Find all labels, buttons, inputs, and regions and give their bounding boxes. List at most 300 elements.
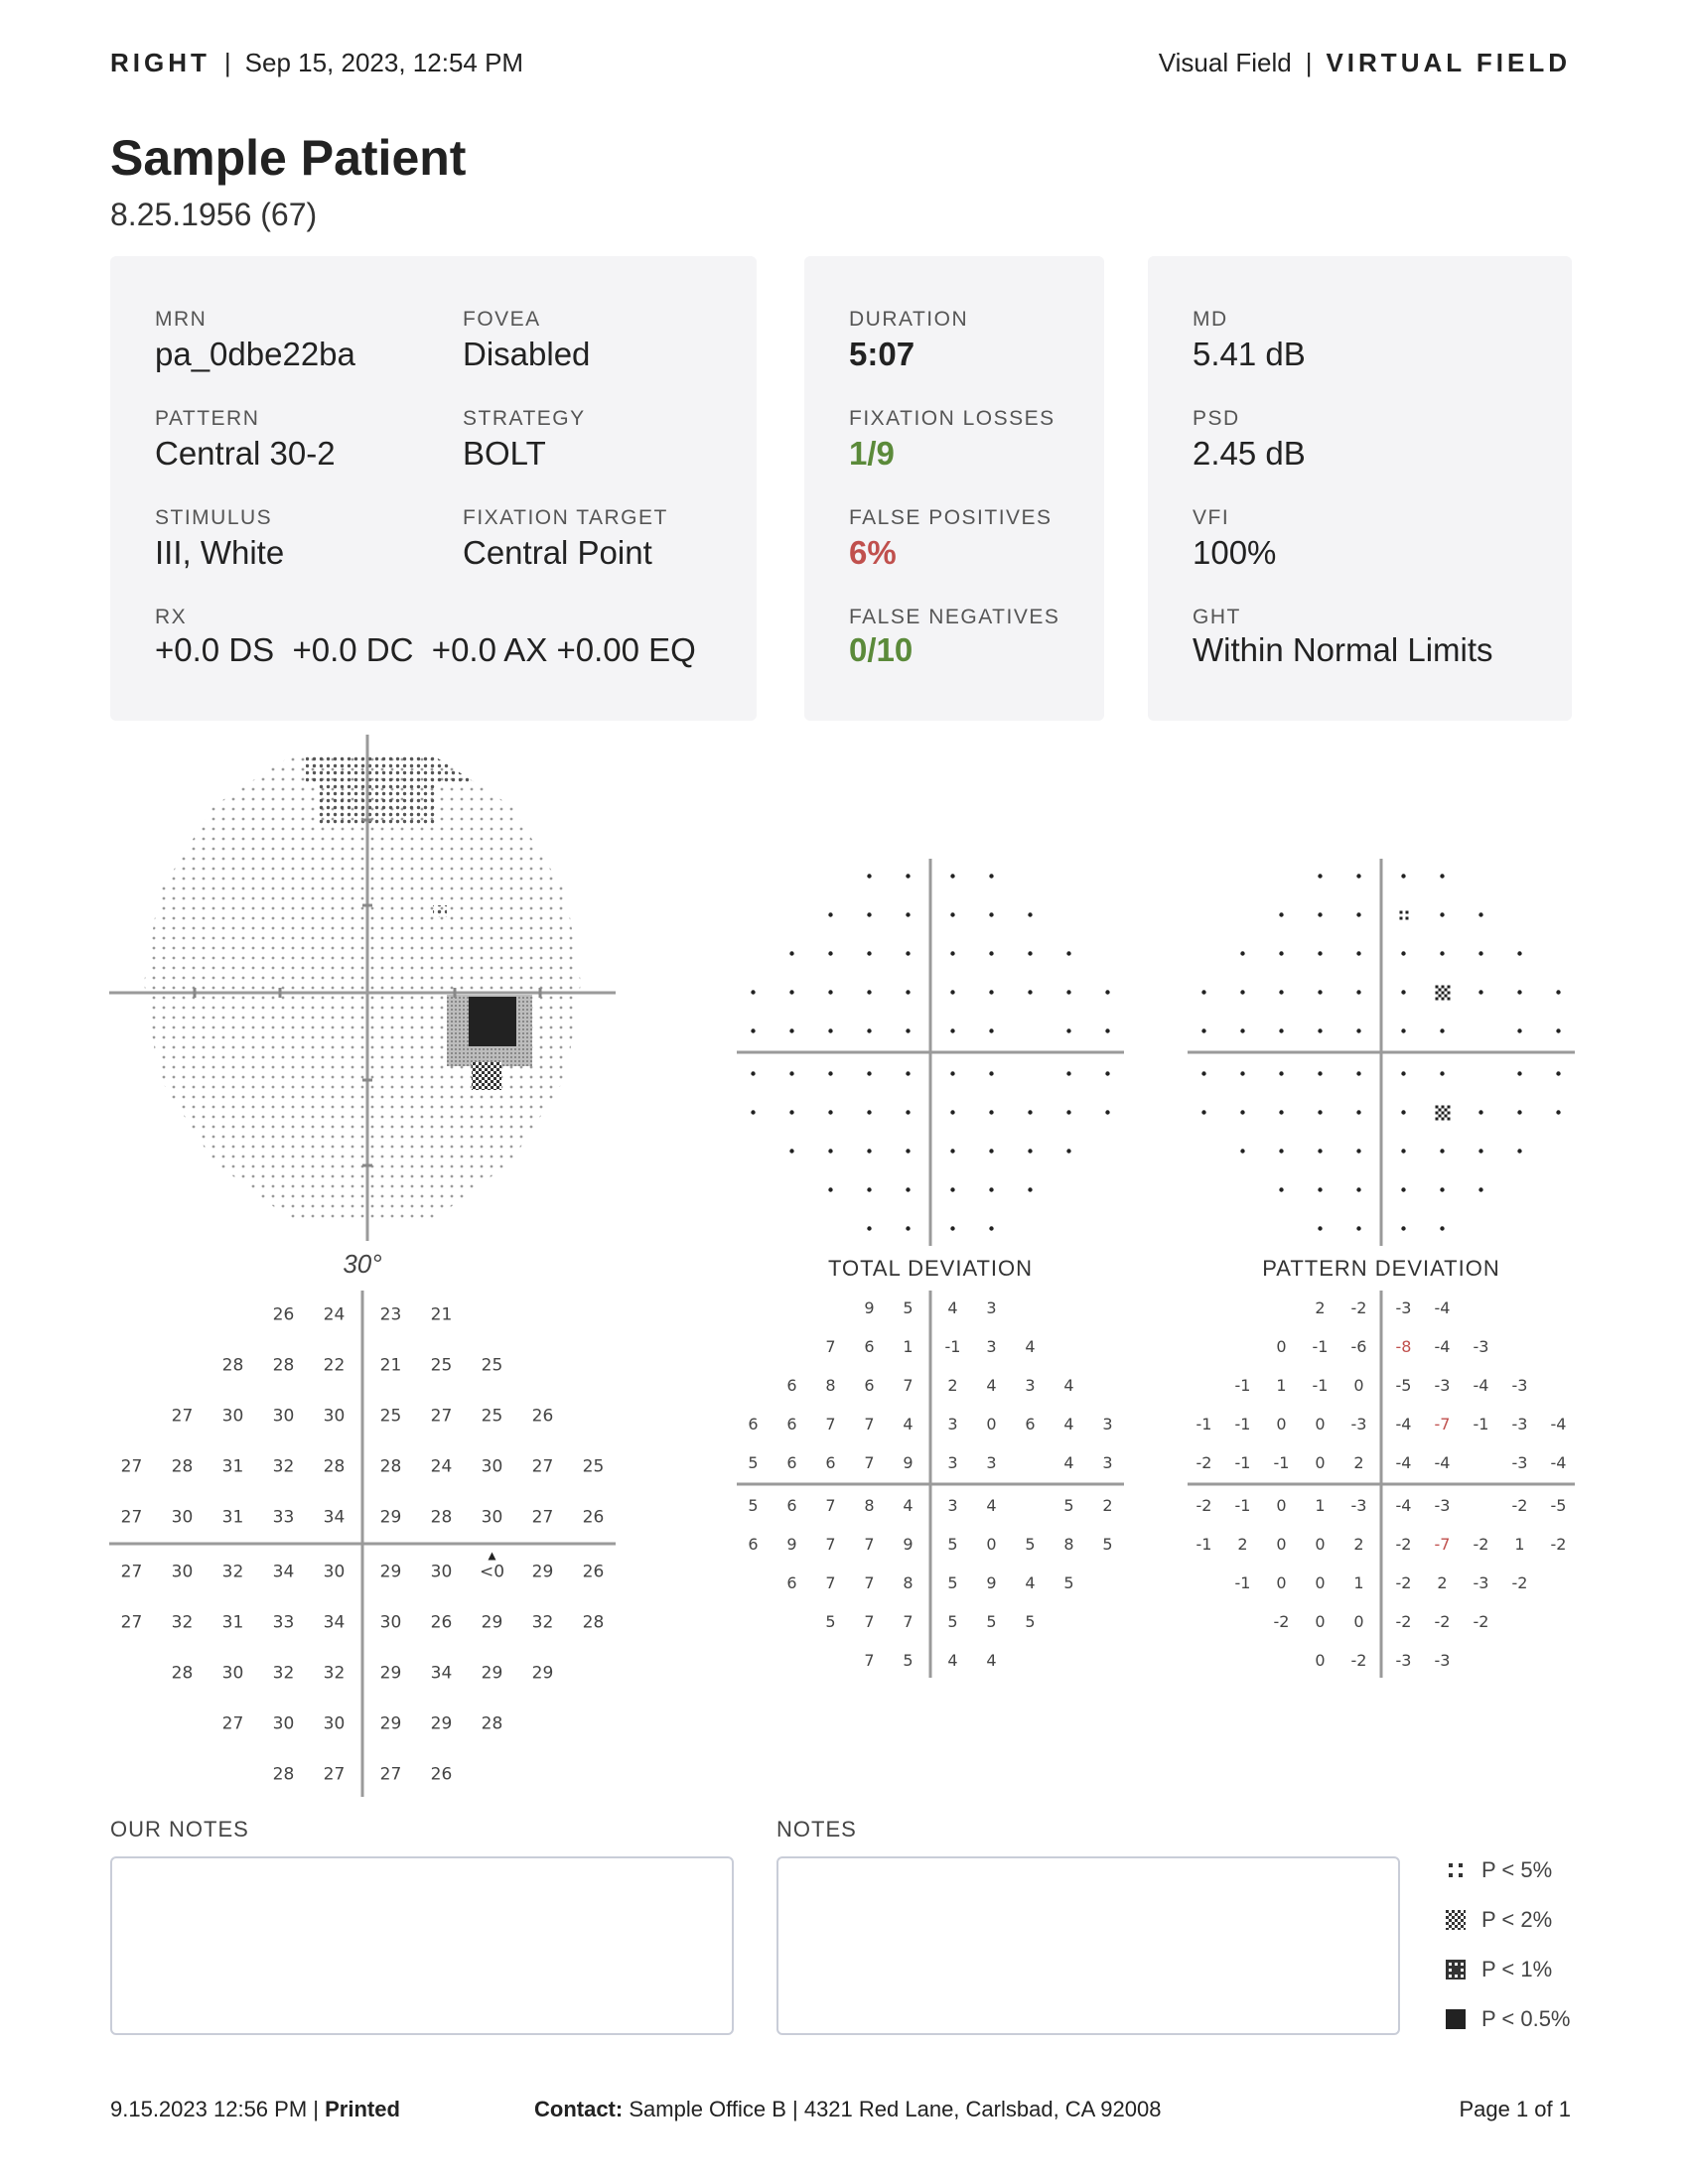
value-cell: 28 bbox=[171, 1663, 194, 1684]
normal-point bbox=[1356, 912, 1360, 916]
global-indices-card bbox=[1148, 256, 1572, 721]
value-cell: 4 bbox=[986, 1651, 997, 1671]
normal-point bbox=[1028, 990, 1032, 994]
value-cell: 31 bbox=[221, 1456, 244, 1477]
normal-point bbox=[1279, 1110, 1283, 1114]
value-cell: 25 bbox=[582, 1456, 605, 1477]
value-cell: 4 bbox=[1063, 1415, 1074, 1434]
normal-point bbox=[1517, 990, 1521, 994]
normal-point bbox=[867, 1028, 871, 1032]
value-cell: 1 bbox=[1514, 1535, 1525, 1555]
normal-point bbox=[1105, 1028, 1109, 1032]
normal-point bbox=[1517, 1071, 1521, 1075]
normal-point bbox=[867, 990, 871, 994]
value-cell: 26 bbox=[582, 1562, 605, 1582]
value-cell: -3 bbox=[1511, 1453, 1528, 1473]
value-cell: 2 bbox=[1315, 1298, 1326, 1318]
footer-printed: 9.15.2023 12:56 PM | Printed bbox=[110, 2097, 400, 2121]
normal-point bbox=[828, 912, 832, 916]
normal-point bbox=[1240, 1149, 1244, 1153]
value-cell: 7 bbox=[825, 1415, 836, 1434]
value-cell: -4 bbox=[1473, 1376, 1489, 1396]
normal-point bbox=[1517, 951, 1521, 955]
normal-point bbox=[1201, 1028, 1205, 1032]
normal-point bbox=[1356, 874, 1360, 878]
value-cell: 8 bbox=[825, 1376, 836, 1396]
value-cell: 24 bbox=[430, 1456, 453, 1477]
value-cell: 34 bbox=[323, 1612, 346, 1633]
eye-label: RIGHT bbox=[110, 48, 211, 77]
normal-point bbox=[906, 1187, 910, 1191]
report-header-left bbox=[110, 48, 523, 78]
normal-point bbox=[989, 951, 993, 955]
legend-item-p2 bbox=[1446, 1906, 1552, 1934]
normal-point bbox=[1478, 1187, 1482, 1191]
value-cell: -3 bbox=[1511, 1415, 1528, 1434]
value-cell: 29 bbox=[531, 1562, 554, 1582]
normal-point bbox=[950, 951, 954, 955]
normal-point bbox=[1401, 951, 1405, 955]
value-cell: -4 bbox=[1550, 1453, 1567, 1473]
grayscale-region-superior-2 bbox=[318, 784, 437, 826]
value-cell: 24 bbox=[323, 1304, 346, 1325]
grayscale-scale-label: 30° bbox=[343, 1249, 382, 1279]
normal-point bbox=[906, 1149, 910, 1153]
value-cell: 8 bbox=[864, 1496, 875, 1516]
value-cell: 6 bbox=[786, 1496, 797, 1516]
value-cell: 30 bbox=[323, 1562, 346, 1582]
value-cell: 7 bbox=[903, 1612, 914, 1632]
value-cell: 0 bbox=[1315, 1415, 1326, 1434]
value-cell: 5 bbox=[947, 1612, 958, 1632]
normal-point bbox=[1028, 912, 1032, 916]
value-cell: 7 bbox=[825, 1337, 836, 1357]
normal-point bbox=[1318, 1110, 1322, 1114]
normal-point bbox=[789, 1028, 793, 1032]
value-cell: 6 bbox=[1025, 1415, 1036, 1434]
value-cell: -6 bbox=[1350, 1337, 1367, 1357]
normal-point bbox=[789, 990, 793, 994]
value-cell: 28 bbox=[379, 1456, 402, 1477]
value-cell: 26 bbox=[531, 1406, 554, 1427]
value-cell: -4 bbox=[1434, 1337, 1451, 1357]
stimulus-label: STIMULUS bbox=[155, 506, 273, 529]
value-cell: 30 bbox=[171, 1562, 194, 1582]
value-cell: 30 bbox=[272, 1406, 295, 1427]
value-cell: 5 bbox=[748, 1453, 759, 1473]
value-cell: 6 bbox=[786, 1453, 797, 1473]
psd-value: 2.45 dB bbox=[1193, 435, 1306, 472]
value-cell: 32 bbox=[171, 1612, 194, 1633]
normal-point bbox=[789, 1110, 793, 1114]
value-cell: 30 bbox=[379, 1612, 402, 1633]
printed-label: Printed bbox=[325, 2097, 400, 2121]
legend-label: P < 2% bbox=[1481, 1907, 1553, 1932]
value-cell: 31 bbox=[221, 1612, 244, 1633]
value-cell: 5 bbox=[1102, 1535, 1113, 1555]
contact-value: Sample Office B | 4321 Red Lane, Carlsbad, CA 92008 bbox=[629, 2097, 1162, 2121]
normal-point bbox=[1028, 1110, 1032, 1114]
normal-point bbox=[828, 1028, 832, 1032]
value-cell: 28 bbox=[430, 1507, 453, 1528]
value-cell: 2 bbox=[1237, 1535, 1248, 1555]
footer-contact bbox=[534, 2097, 1161, 2122]
normal-point bbox=[1401, 990, 1405, 994]
value-cell: -1 bbox=[1196, 1415, 1212, 1434]
normal-point bbox=[989, 1110, 993, 1114]
normal-point bbox=[1478, 990, 1482, 994]
value-cell: 9 bbox=[903, 1535, 914, 1555]
value-cell: 0 bbox=[1315, 1453, 1326, 1473]
false-positives-value: 6% bbox=[849, 534, 897, 571]
value-cell: 26 bbox=[272, 1304, 295, 1325]
value-cell: 5 bbox=[1063, 1573, 1074, 1593]
value-cell: 1 bbox=[1315, 1496, 1326, 1516]
normal-point bbox=[1401, 874, 1405, 878]
normal-point bbox=[828, 1071, 832, 1075]
normal-point bbox=[1401, 1226, 1405, 1230]
value-cell: 30 bbox=[221, 1406, 244, 1427]
normal-point bbox=[1279, 990, 1283, 994]
value-cell: 30 bbox=[323, 1713, 346, 1734]
header-separator: | bbox=[1305, 48, 1313, 77]
normal-point bbox=[950, 990, 954, 994]
normal-point bbox=[1401, 1028, 1405, 1032]
value-cell: -4 bbox=[1395, 1453, 1412, 1473]
normal-point bbox=[1440, 1226, 1444, 1230]
value-cell: 3 bbox=[947, 1415, 958, 1434]
normal-point bbox=[1356, 1071, 1360, 1075]
value-cell: 1 bbox=[1276, 1376, 1287, 1396]
normal-point bbox=[1105, 1110, 1109, 1114]
value-cell: -1 bbox=[1312, 1376, 1329, 1396]
value-cell: 7 bbox=[864, 1573, 875, 1593]
pattern-deviation-title: PATTERN DEVIATION bbox=[1262, 1256, 1500, 1281]
normal-point bbox=[1356, 1226, 1360, 1230]
value-cell: -2 bbox=[1473, 1612, 1489, 1632]
value-cell: 29 bbox=[531, 1663, 554, 1684]
value-cell: -5 bbox=[1550, 1496, 1567, 1516]
normal-point bbox=[828, 951, 832, 955]
value-cell: 27 bbox=[171, 1406, 194, 1427]
value-cell: 7 bbox=[864, 1612, 875, 1632]
value-cell: 3 bbox=[1025, 1376, 1036, 1396]
value-cell: 0 bbox=[1276, 1337, 1287, 1357]
normal-point bbox=[950, 1028, 954, 1032]
fovea-label: FOVEA bbox=[463, 308, 541, 331]
normal-point bbox=[1201, 1071, 1205, 1075]
total-deviation-probability-plot bbox=[737, 859, 1124, 1246]
normal-point bbox=[950, 1071, 954, 1075]
value-cell: -3 bbox=[1434, 1651, 1451, 1671]
normal-point bbox=[1478, 912, 1482, 916]
normal-point bbox=[1517, 1149, 1521, 1153]
value-cell: 28 bbox=[272, 1355, 295, 1376]
value-cell: 3 bbox=[986, 1453, 997, 1473]
notes-box[interactable] bbox=[776, 1856, 1400, 2035]
normal-point bbox=[1440, 1028, 1444, 1032]
legend-item-p05 bbox=[1446, 2005, 1571, 2033]
false-positives-label: FALSE POSITIVES bbox=[849, 506, 1053, 529]
value-cell: 34 bbox=[323, 1507, 346, 1528]
value-cell: 33 bbox=[272, 1612, 295, 1633]
normal-point bbox=[950, 1187, 954, 1191]
blind-spot-marker: ▲ bbox=[485, 1548, 499, 1564]
normal-point bbox=[1318, 951, 1322, 955]
value-cell: -2 bbox=[1395, 1573, 1412, 1593]
value-cell: -2 bbox=[1434, 1612, 1451, 1632]
normal-point bbox=[1440, 1071, 1444, 1075]
pattern-label: PATTERN bbox=[155, 407, 260, 430]
normal-point bbox=[828, 1149, 832, 1153]
value-cell: -4 bbox=[1550, 1415, 1567, 1434]
normal-point bbox=[1401, 1149, 1405, 1153]
normal-point bbox=[906, 1028, 910, 1032]
normal-point bbox=[1240, 1071, 1244, 1075]
value-cell: 25 bbox=[430, 1355, 453, 1376]
normal-point bbox=[1279, 912, 1283, 916]
value-cell: 34 bbox=[430, 1663, 453, 1684]
fixation-losses-label: FIXATION LOSSES bbox=[849, 407, 1055, 430]
pattern-deviation-probability-plot bbox=[1188, 859, 1575, 1246]
normal-point bbox=[950, 874, 954, 878]
normal-point bbox=[950, 1149, 954, 1153]
value-cell: -2 bbox=[1196, 1453, 1212, 1473]
value-cell: 5 bbox=[748, 1496, 759, 1516]
value-cell: 0 bbox=[1315, 1612, 1326, 1632]
ght-value: Within Normal Limits bbox=[1193, 631, 1493, 668]
our-notes-box[interactable] bbox=[110, 1856, 734, 2035]
legend-item-p1 bbox=[1446, 1956, 1552, 1983]
value-cell: 5 bbox=[903, 1298, 914, 1318]
ght-label: GHT bbox=[1193, 606, 1241, 628]
false-negatives-label: FALSE NEGATIVES bbox=[849, 606, 1060, 628]
rx-value: +0.0 DS +0.0 DC +0.0 AX +0.00 EQ bbox=[155, 631, 696, 668]
legend-label: P < 1% bbox=[1481, 1957, 1553, 1981]
normal-point bbox=[906, 1226, 910, 1230]
value-cell: 21 bbox=[430, 1304, 453, 1325]
test-info-card bbox=[110, 256, 757, 721]
value-cell: 0 bbox=[1315, 1535, 1326, 1555]
normal-point bbox=[1318, 1226, 1322, 1230]
value-cell: 30 bbox=[481, 1456, 503, 1477]
normal-point bbox=[989, 874, 993, 878]
normal-point bbox=[1318, 1187, 1322, 1191]
value-cell: 4 bbox=[903, 1496, 914, 1516]
legend-item-p5 bbox=[1446, 1856, 1552, 1884]
normal-point bbox=[950, 1226, 954, 1230]
normal-point bbox=[1279, 1028, 1283, 1032]
value-cell: -3 bbox=[1350, 1496, 1367, 1516]
legend-label: P < 5% bbox=[1481, 1857, 1553, 1882]
value-cell: 34 bbox=[272, 1562, 295, 1582]
normal-point bbox=[751, 1028, 755, 1032]
p2-symbol bbox=[1446, 1910, 1466, 1930]
duration-label: DURATION bbox=[849, 308, 969, 331]
value-cell: 27 bbox=[430, 1406, 453, 1427]
value-cell: 29 bbox=[379, 1713, 402, 1734]
normal-point bbox=[867, 874, 871, 878]
normal-point bbox=[1240, 990, 1244, 994]
value-cell: 28 bbox=[323, 1456, 346, 1477]
value-cell: 0 bbox=[1353, 1376, 1364, 1396]
value-cell: -3 bbox=[1434, 1496, 1451, 1516]
normal-point bbox=[989, 1028, 993, 1032]
value-cell: 0 bbox=[1353, 1612, 1364, 1632]
value-cell: 1 bbox=[903, 1337, 914, 1357]
value-cell: 4 bbox=[986, 1376, 997, 1396]
value-cell: 6 bbox=[825, 1453, 836, 1473]
value-cell: 0 bbox=[986, 1535, 997, 1555]
normal-point bbox=[867, 912, 871, 916]
value-cell: 30 bbox=[221, 1663, 244, 1684]
normal-point bbox=[989, 912, 993, 916]
value-cell: 30 bbox=[323, 1406, 346, 1427]
normal-point bbox=[906, 951, 910, 955]
value-cell: 26 bbox=[430, 1764, 453, 1785]
report-header-right bbox=[1159, 48, 1571, 78]
normal-point bbox=[1066, 1028, 1070, 1032]
normal-point bbox=[789, 951, 793, 955]
value-cell: 8 bbox=[1063, 1535, 1074, 1555]
value-cell: -1 bbox=[1234, 1453, 1251, 1473]
value-cell: 7 bbox=[864, 1651, 875, 1671]
value-cell: 28 bbox=[171, 1456, 194, 1477]
value-cell: 5 bbox=[1025, 1535, 1036, 1555]
value-cell: -1 bbox=[1234, 1496, 1251, 1516]
normal-point bbox=[751, 1071, 755, 1075]
normal-point bbox=[1201, 1110, 1205, 1114]
value-cell: 5 bbox=[903, 1651, 914, 1671]
normal-point bbox=[1440, 1149, 1444, 1153]
value-cell: 33 bbox=[272, 1507, 295, 1528]
value-cell: 29 bbox=[379, 1562, 402, 1582]
normal-point bbox=[906, 990, 910, 994]
value-cell: -2 bbox=[1350, 1298, 1367, 1318]
value-cell: 32 bbox=[272, 1663, 295, 1684]
value-cell: 32 bbox=[323, 1663, 346, 1684]
value-cell: 5 bbox=[1063, 1496, 1074, 1516]
normal-point bbox=[1105, 990, 1109, 994]
normal-point bbox=[1478, 1110, 1482, 1114]
normal-point bbox=[1556, 1110, 1560, 1114]
normal-point bbox=[1066, 990, 1070, 994]
flag-p2 bbox=[1436, 1106, 1451, 1121]
vfi-value: 100% bbox=[1193, 534, 1277, 571]
reliability-card bbox=[804, 256, 1104, 721]
value-cell: 32 bbox=[272, 1456, 295, 1477]
normal-point bbox=[828, 990, 832, 994]
normal-point bbox=[1066, 951, 1070, 955]
value-cell: 26 bbox=[582, 1507, 605, 1528]
value-cell: 3 bbox=[986, 1337, 997, 1357]
value-cell: 29 bbox=[379, 1663, 402, 1684]
value-cell: 27 bbox=[379, 1764, 402, 1785]
value-cell: 0 bbox=[986, 1415, 997, 1434]
patient-dob-age: 8.25.1956 (67) bbox=[110, 197, 318, 232]
normal-point bbox=[1028, 1149, 1032, 1153]
value-cell: 2 bbox=[1353, 1453, 1364, 1473]
value-cell: 2 bbox=[947, 1376, 958, 1396]
normal-point bbox=[1201, 990, 1205, 994]
value-cell: -1 bbox=[1234, 1415, 1251, 1434]
normal-point bbox=[1440, 951, 1444, 955]
md-value: 5.41 dB bbox=[1193, 336, 1306, 372]
normal-point bbox=[1356, 1110, 1360, 1114]
value-cell: -2 bbox=[1196, 1496, 1212, 1516]
normal-point bbox=[1401, 1071, 1405, 1075]
normal-point bbox=[1517, 1028, 1521, 1032]
value-cell: 5 bbox=[947, 1573, 958, 1593]
value-cell: 27 bbox=[120, 1456, 143, 1477]
stimulus-value: III, White bbox=[155, 534, 285, 571]
normal-point bbox=[789, 1071, 793, 1075]
normal-point bbox=[828, 1187, 832, 1191]
normal-point bbox=[1240, 951, 1244, 955]
value-cell: -8 bbox=[1395, 1337, 1412, 1357]
grayscale-blind-spot bbox=[469, 997, 516, 1046]
value-cell: -4 bbox=[1395, 1496, 1412, 1516]
value-cell: 6 bbox=[864, 1376, 875, 1396]
value-cell: 23 bbox=[379, 1304, 402, 1325]
value-cell: 6 bbox=[786, 1415, 797, 1434]
grayscale-region-small bbox=[433, 905, 447, 917]
value-cell: -2 bbox=[1511, 1573, 1528, 1593]
value-cell: 29 bbox=[379, 1507, 402, 1528]
normal-point bbox=[1318, 1149, 1322, 1153]
value-cell: 4 bbox=[1063, 1376, 1074, 1396]
normal-point bbox=[1279, 1071, 1283, 1075]
rx-label: RX bbox=[155, 606, 188, 628]
value-cell: 7 bbox=[825, 1496, 836, 1516]
strategy-label: STRATEGY bbox=[463, 407, 586, 430]
normal-point bbox=[1440, 874, 1444, 878]
value-cell: 28 bbox=[582, 1612, 605, 1633]
normal-point bbox=[867, 1187, 871, 1191]
normal-point bbox=[1401, 1110, 1405, 1114]
pattern-deviation-values-plot bbox=[1188, 1291, 1575, 1678]
brand-name: VIRTUAL FIELD bbox=[1326, 48, 1571, 77]
value-cell: 32 bbox=[531, 1612, 554, 1633]
value-cell: -5 bbox=[1395, 1376, 1412, 1396]
value-cell: 9 bbox=[786, 1535, 797, 1555]
duration-value: 5:07 bbox=[849, 336, 915, 372]
normal-point bbox=[906, 1110, 910, 1114]
value-cell: 6 bbox=[864, 1337, 875, 1357]
value-cell: 7 bbox=[903, 1376, 914, 1396]
value-cell: -2 bbox=[1395, 1612, 1412, 1632]
value-cell: 32 bbox=[221, 1562, 244, 1582]
p1-symbol bbox=[1446, 1960, 1466, 1979]
value-cell: -1 bbox=[1196, 1535, 1212, 1555]
normal-point bbox=[906, 1071, 910, 1075]
value-cell: 28 bbox=[481, 1713, 503, 1734]
value-cell: 0 bbox=[1276, 1535, 1287, 1555]
value-cell: -7 bbox=[1434, 1535, 1451, 1555]
grayscale-plot bbox=[109, 735, 616, 1241]
normal-point bbox=[828, 1110, 832, 1114]
value-cell: 9 bbox=[864, 1298, 875, 1318]
value-cell: -1 bbox=[944, 1337, 961, 1357]
value-cell: 4 bbox=[1025, 1337, 1036, 1357]
flag-p5 bbox=[1400, 911, 1409, 920]
value-cell: -4 bbox=[1395, 1415, 1412, 1434]
value-cell: 27 bbox=[120, 1612, 143, 1633]
value-cell: 29 bbox=[430, 1713, 453, 1734]
value-cell: 28 bbox=[221, 1355, 244, 1376]
value-cell: -3 bbox=[1350, 1415, 1367, 1434]
normal-point bbox=[1240, 1110, 1244, 1114]
